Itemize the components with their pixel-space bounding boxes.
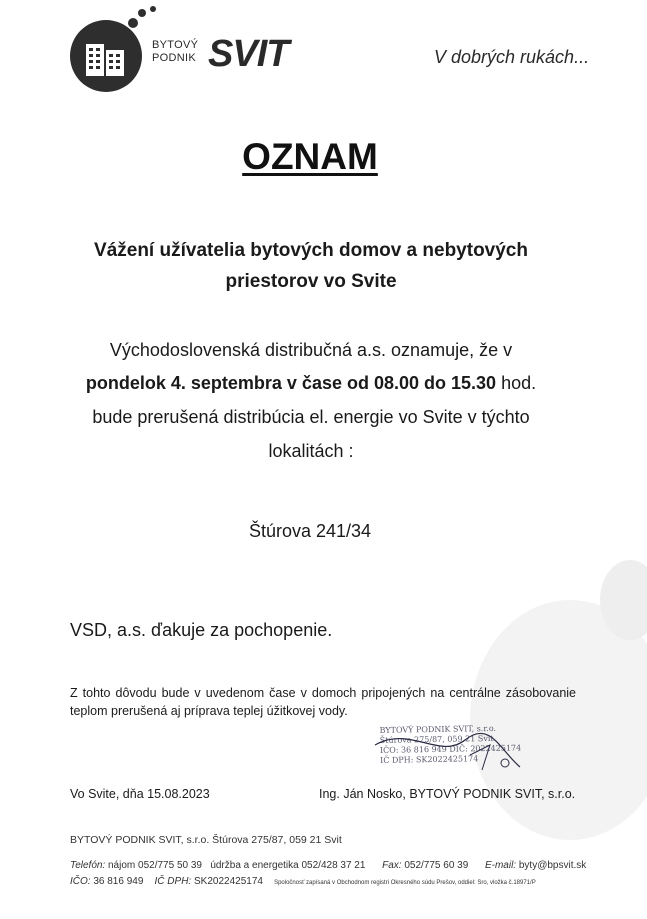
hot-water-note: Z tohto dôvodu bude v uvedenom čase v domoch pripojených na centrálne zásobovanie teplom prerušená aj príprava teplej úžitkovej vody. — [70, 686, 576, 718]
phone-label: Telefón: — [70, 860, 106, 871]
logo-brand: SVIT — [208, 33, 289, 75]
email-address[interactable]: byty@bpsvit.sk — [518, 860, 587, 871]
body-line-4: lokalitách : — [268, 441, 354, 461]
signer-name: Ing. Ján Nosko, BYTOVÝ PODNIK SVIT, s.r.o. — [319, 787, 576, 801]
fax-number: 052/775 60 39 — [404, 860, 469, 871]
handwritten-signature — [370, 715, 530, 775]
outage-suffix: hod. — [496, 373, 537, 393]
page-title: OZNAM — [242, 136, 378, 177]
greeting-line-1: Vážení užívatelia bytových domov a nebytových — [94, 240, 528, 261]
stamp-line-3: IČO: 36 816 949 DIČ: 2022425174 — [379, 743, 522, 755]
icdph-label: IČ DPH: — [154, 876, 192, 887]
affected-address: Štúrova 241/34 — [248, 521, 372, 541]
logo-bubble — [150, 6, 156, 12]
body-line-2 — [0, 373, 622, 394]
building-icon — [84, 38, 128, 78]
ico-label: IČO: — [70, 876, 91, 887]
issue-date: Vo Svite, dňa 15.08.2023 — [70, 787, 210, 801]
body-line-3: bude prerušená distribúcia el. energie vo Svite v týchto — [92, 407, 530, 427]
footer-contact — [70, 860, 586, 871]
logo-emblem — [70, 20, 142, 92]
footer-company: BYTOVÝ PODNIK SVIT, s.r.o. Štúrova 275/87, 059 21 Svit — [70, 834, 342, 846]
logo-bubble — [138, 9, 146, 17]
thanks-text: VSD, a.s. ďakuje za pochopenie. — [70, 620, 333, 640]
slogan: V dobrých rukách... — [434, 47, 590, 67]
stamp-line-1: BYTOVÝ PODNIK SVIT, s.r.o. — [379, 723, 497, 735]
stamp-line-2: Štúrova 275/87, 059 21 Svit — [379, 733, 494, 745]
logo-line-2: PODNIK — [152, 52, 196, 64]
fax-label: Fax: — [382, 860, 402, 871]
company-logo — [70, 6, 320, 86]
icdph-number: SK2022425174 — [193, 876, 263, 887]
logo-line-1: BYTOVÝ — [152, 39, 199, 51]
logo-bubble — [128, 18, 138, 28]
greeting-line-2: priestorov vo Svite — [225, 271, 397, 292]
outage-datetime: pondelok 4. septembra v čase od 08.00 do 15.30 — [85, 373, 497, 393]
phone-maintenance: údržba a energetika 052/428 37 21 — [210, 860, 366, 871]
body-line-1: Východoslovenská distribučná a.s. oznamuje, že v — [109, 340, 513, 360]
logo-text — [152, 39, 198, 65]
email-label: E-mail: — [484, 860, 517, 871]
registry-note: Spoločnosť zapísaná v Obchodnom registri Okresného súdu Prešov, oddiel: Sro, vložka č.18971/P — [274, 880, 536, 886]
footer-ids — [70, 876, 536, 887]
phone-rent: nájom 052/775 50 39 — [108, 860, 202, 871]
ico-number: 36 816 949 — [93, 876, 144, 887]
stamp-line-4: IČ DPH: SK2022425174 — [380, 754, 479, 765]
